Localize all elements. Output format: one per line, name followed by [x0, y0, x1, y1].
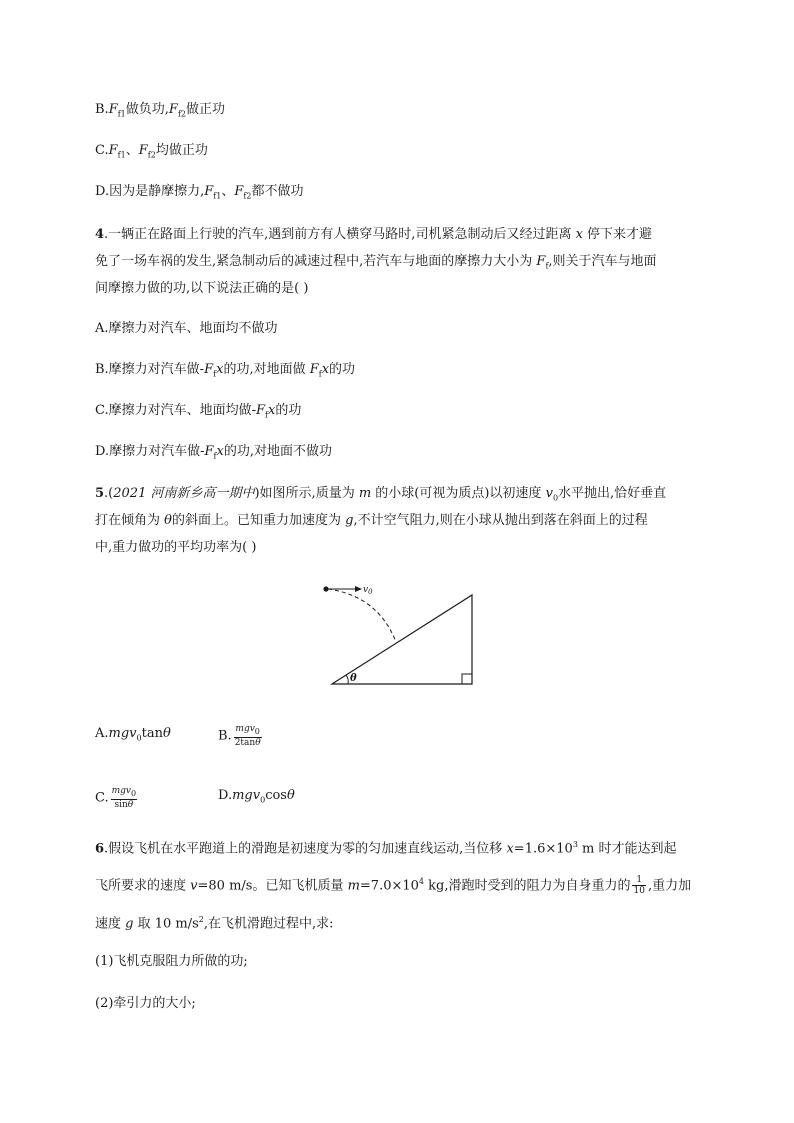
- stem-text: )如图所示,质量为: [254, 486, 359, 501]
- stem-text: 速度: [95, 916, 126, 932]
- subscript: f: [318, 369, 322, 379]
- option-text: 的功,对地面不做功: [223, 444, 332, 459]
- q4-option-b: [95, 360, 355, 385]
- option-letter: B.: [95, 102, 109, 117]
- stem-text: 的小球(可视为质点)以初速度: [371, 486, 546, 501]
- q3-option-b: [95, 100, 225, 125]
- stem-text: ,在飞机滑跑过程中,求:: [203, 916, 334, 932]
- subscript: f1: [213, 191, 222, 201]
- stem-text: .假设飞机在水平跑道上的滑跑是初速度为零的匀加速直线运动,当位移: [104, 841, 507, 857]
- q5-option-a: [95, 724, 171, 749]
- denominator: sin: [114, 799, 128, 810]
- option-letter: D.: [95, 184, 110, 199]
- option-text: 均做正功: [155, 143, 208, 158]
- option-text: 做负功,: [125, 102, 169, 117]
- incline-projectile-figure: [318, 578, 488, 690]
- q4-stem-line1: [95, 225, 652, 245]
- q6-stem-line3: [95, 910, 334, 934]
- expression: tan: [141, 726, 163, 741]
- option-letter: C.: [95, 790, 109, 806]
- q4-stem-line2: [95, 252, 657, 277]
- subscript: f2: [177, 109, 187, 119]
- arrow-head: [355, 586, 362, 592]
- subscript: 0: [260, 795, 266, 805]
- subscript: f: [265, 410, 269, 420]
- q4-option-d: [95, 442, 332, 467]
- stem-text: 打在倾角为: [95, 513, 165, 528]
- q5-option-b: [218, 724, 264, 748]
- var-theta: θ: [127, 799, 134, 810]
- stem-text: ,则关于汽车与地面: [548, 254, 657, 269]
- option-text: 的功,对地面做: [223, 362, 310, 377]
- expression: cos: [265, 788, 287, 803]
- q5-stem-line1: [95, 484, 666, 509]
- var-g: g: [125, 916, 134, 932]
- option-text: B.摩擦力对汽车做-: [95, 362, 205, 377]
- stem-text: 停下来才避: [582, 227, 653, 242]
- q4-option-a: A.摩擦力对汽车、地面均不做功: [95, 321, 278, 336]
- var-x: x: [575, 227, 583, 242]
- subscript: 0: [136, 733, 142, 743]
- var-theta: θ: [286, 788, 295, 803]
- subscript: 0: [552, 493, 559, 503]
- numerator: mgv: [235, 724, 255, 734]
- stem-text: ,不计空气阻力,则在小球从抛出到落在斜面上的过程: [353, 513, 648, 528]
- var-f: F: [536, 254, 546, 269]
- subscript: f1: [117, 109, 126, 119]
- q5-option-d: [218, 786, 295, 811]
- subscript: f: [213, 369, 217, 379]
- stem-text: .(: [104, 486, 114, 501]
- var-v: v: [190, 878, 198, 894]
- var-g: g: [345, 513, 354, 528]
- var-m: m: [347, 878, 360, 894]
- incline-triangle: [332, 595, 472, 684]
- stem-text: 免了一场车祸的发生,紧急制动后的减速过程中,若汽车与地面的摩擦力大小为: [95, 254, 537, 269]
- figure-theta-label: θ: [350, 673, 357, 684]
- q4-stem-line3: 间摩擦力做的功,以下说法正确的是( ): [95, 281, 309, 296]
- question-number: 4: [95, 227, 105, 242]
- numerator: 1: [632, 875, 645, 886]
- var-f: F: [108, 143, 118, 158]
- subscript: f2: [147, 150, 156, 160]
- q3-option-c: [95, 141, 208, 166]
- stem-text: =7.0×10: [359, 878, 419, 894]
- var-x: x: [268, 403, 276, 418]
- var-x: x: [216, 362, 224, 377]
- subscript: f2: [243, 191, 252, 201]
- var-v: v: [545, 486, 553, 501]
- q6-stem-line1: [95, 835, 677, 859]
- option-letter: D.: [218, 788, 233, 803]
- var-theta: θ: [255, 737, 261, 748]
- var-f: F: [138, 143, 148, 158]
- q4-option-c: [95, 401, 301, 426]
- subscript: 0: [131, 788, 137, 798]
- question-source: 2021 河南新乡高一期中: [113, 486, 255, 501]
- denominator: 10: [633, 886, 645, 897]
- separator: 、: [221, 184, 235, 199]
- question-number: 5: [95, 486, 105, 501]
- var-m: m: [358, 486, 372, 501]
- option-text: 的功: [329, 362, 356, 377]
- option-letter: A.: [95, 726, 109, 741]
- var-f: F: [309, 362, 319, 377]
- fraction: [111, 786, 137, 810]
- subscript: f1: [117, 150, 126, 160]
- ball: [323, 586, 328, 591]
- var-theta: θ: [164, 513, 172, 528]
- stem-text: ,重力加: [647, 878, 692, 894]
- q5-stem-line2: [95, 511, 648, 531]
- expression: mgv: [108, 726, 137, 741]
- option-text: 都不做功: [251, 184, 304, 199]
- var-x: x: [216, 444, 224, 459]
- stem-text: m 时才能达到起: [577, 841, 677, 857]
- question-number: 6: [95, 841, 105, 857]
- var-f: F: [168, 102, 178, 117]
- option-text: 的功: [275, 403, 302, 418]
- q5-option-c: [95, 786, 139, 810]
- var-f: F: [204, 362, 214, 377]
- stem-text: kg,滑跑时受到的阻力为自身重力的: [424, 878, 631, 894]
- superscript: 4: [418, 877, 425, 886]
- var-x: x: [321, 362, 330, 377]
- figure-v0-label: $v_0$: [363, 585, 373, 596]
- option-text: 因为是静摩擦力,: [109, 184, 205, 199]
- subscript: f: [545, 261, 549, 271]
- superscript: 3: [572, 840, 578, 849]
- denominator: 2tan: [234, 737, 256, 748]
- separator: 、: [125, 143, 139, 158]
- option-letter: B.: [218, 728, 232, 744]
- var-f: F: [204, 444, 214, 459]
- var-f: F: [234, 184, 244, 199]
- option-text: C.摩擦力对汽车、地面均做-: [95, 403, 257, 418]
- var-f: F: [108, 102, 118, 117]
- trajectory-dashed: [328, 589, 396, 642]
- q6-stem-line2: [95, 872, 691, 896]
- superscript: 2: [198, 915, 204, 924]
- var-x: x: [506, 841, 514, 857]
- stem-text: 的斜面上。已知重力加速度为: [171, 513, 346, 528]
- fraction: [234, 724, 262, 748]
- q3-option-d: [95, 182, 303, 207]
- option-text: D.摩擦力对汽车做-: [95, 444, 205, 459]
- q6-subquestion-1: (1)飞机克服阻力所做的功;: [95, 954, 248, 969]
- angle-arc: [346, 675, 348, 684]
- numerator: mgv: [111, 786, 132, 796]
- var-theta: θ: [162, 726, 171, 741]
- stem-text: =80 m/s。已知飞机质量: [197, 878, 348, 894]
- option-text: 做正功: [186, 102, 226, 117]
- stem-text: 水平抛出,恰好垂直: [558, 486, 667, 501]
- var-f: F: [256, 403, 266, 418]
- var-f: F: [204, 184, 214, 199]
- stem-text: 飞所要求的速度: [95, 878, 191, 894]
- right-angle-mark: [462, 674, 472, 684]
- stem-text: .一辆正在路面上行驶的汽车,遇到前方有人横穿马路时,司机紧急制动后又经过距离: [104, 227, 576, 242]
- stem-text: =1.6×10: [513, 841, 573, 857]
- q6-subquestion-2: (2)牵引力的大小;: [95, 996, 196, 1011]
- stem-text: 取 10 m/s: [133, 916, 199, 932]
- option-letter: C.: [95, 143, 109, 158]
- subscript: 0: [254, 726, 260, 736]
- subscript: f: [213, 451, 217, 461]
- expression: mgv: [232, 788, 261, 803]
- fraction-one-tenth: [632, 875, 645, 896]
- q5-stem-line3: 中,重力做功的平均功率为( ): [95, 540, 257, 555]
